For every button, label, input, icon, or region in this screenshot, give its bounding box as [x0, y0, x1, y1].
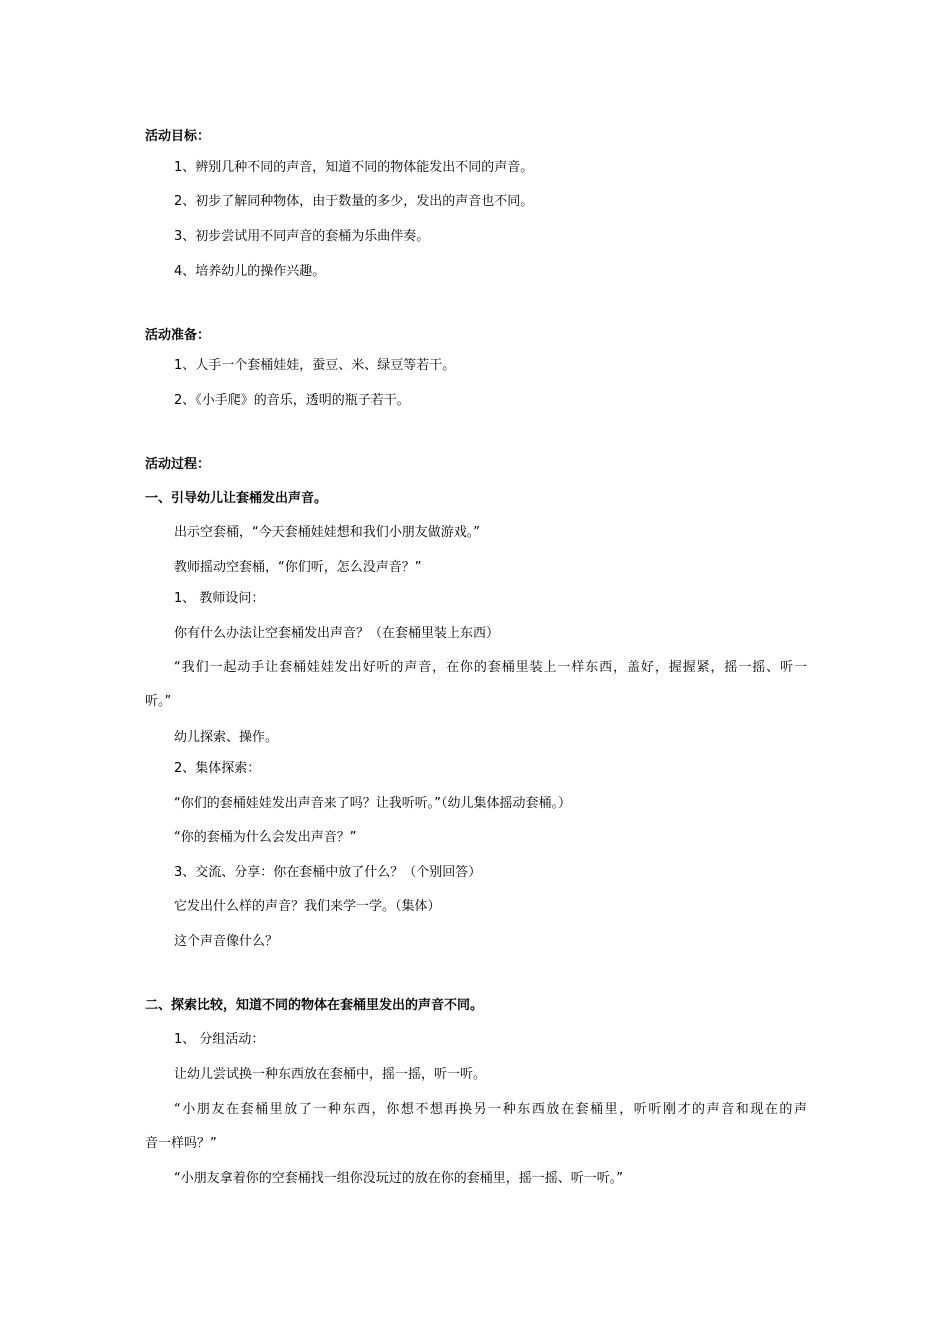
part1-line: 2、集体探索：: [174, 761, 261, 776]
goals-heading: 活动目标：: [145, 129, 211, 144]
preparation-item-2: 2、《小手爬》的音乐，透明的瓶子若干。: [174, 393, 410, 408]
part2-title: 二、探索比较，知道不同的物体在套桶里发出的声音不同。: [145, 998, 484, 1013]
process-heading: 活动过程：: [145, 457, 211, 472]
part2-line: “小朋友在套桶里放了一种东西，你想不想再换另一种东西放在套桶里，听听刚才的声音和现在的声: [174, 1102, 807, 1117]
goal-item-1: 1、辨别几种不同的声音，知道不同的物体能发出不同的声音。: [174, 160, 534, 175]
part1-line: “我们一起动手让套桶娃娃发出好听的声音，在你的套桶里装上一样东西，盖好，握握紧，摇一摇、听一: [174, 660, 807, 675]
part1-line: 这个声音像什么？: [174, 934, 279, 949]
part1-line: “你的套桶为什么会发出声音？”: [174, 830, 357, 845]
part1-line: 出示空套桶，“今天套桶娃娃想和我们小朋友做游戏。”: [174, 525, 480, 540]
part1-line: 1、 教师设问：: [174, 591, 265, 606]
part1-line: 幼儿探索、操作。: [174, 730, 279, 745]
part1-line: 它发出什么样的声音？我们来学一学。（集体）: [174, 899, 441, 914]
part2-line: 1、 分组活动：: [174, 1032, 265, 1047]
goal-item-2: 2、初步了解同种物体，由于数量的多少，发出的声音也不同。: [174, 194, 534, 209]
part1-line: 听。”: [145, 694, 172, 709]
part1-line: 你有什么办法让空套桶发出声音？（在套桶里装上东西）: [174, 626, 500, 641]
part2-line: “小朋友拿着你的空套桶找一组你没玩过的放在你的套桶里，摇一摇、听一听。”: [174, 1171, 623, 1186]
goal-item-3: 3、初步尝试用不同声音的套桶为乐曲伴奏。: [174, 229, 430, 244]
part1-line: 3、交流、分享：你在套桶中放了什么？（个别回答）: [174, 865, 482, 880]
part1-line: “你们的套桶娃娃发出声音来了吗？让我听听。”（幼儿集体摇动套桶。）: [174, 796, 571, 811]
preparation-item-1: 1、人手一个套桶娃娃，蚕豆、米、绿豆等若干。: [174, 358, 456, 373]
part2-line: 让幼儿尝试换一种东西放在套桶中，摇一摇，听一听。: [174, 1067, 487, 1082]
preparation-heading: 活动准备：: [145, 328, 211, 343]
part1-line: 教师摇动空套桶，“你们听，怎么没声音？”: [174, 560, 422, 575]
part2-line: 音一样吗？”: [145, 1136, 217, 1151]
part1-title: 一、引导幼儿让套桶发出声音。: [145, 491, 328, 506]
goal-item-4: 4、培养幼儿的操作兴趣。: [174, 264, 326, 279]
